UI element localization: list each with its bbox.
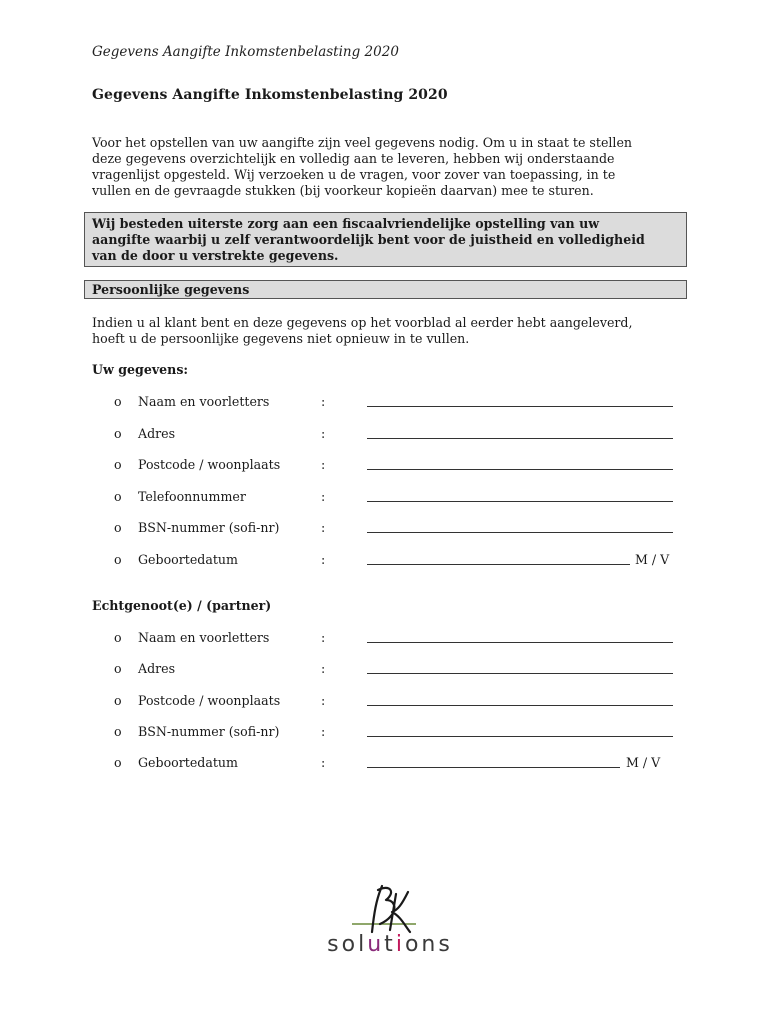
fill-in-line[interactable] xyxy=(367,564,630,565)
intro-line: deze gegevens overzichtelijk en volledig aan te leveren, hebben wij onderstaande xyxy=(92,151,615,166)
bullet: o xyxy=(114,457,122,472)
notice-line: Wij besteden uiterste zorg aan een fiscaalvriendelijke opstelling van uw xyxy=(92,216,600,231)
running-header: Gegevens Aangifte Inkomstenbelasting 2020 xyxy=(92,44,399,60)
partner-row-adres xyxy=(114,660,694,678)
logo-letter: s xyxy=(327,932,342,957)
field-row-geboortedatum xyxy=(114,551,694,569)
field-label: Naam en voorletters xyxy=(138,394,270,409)
field-colon: : xyxy=(321,661,326,676)
logo-letter: o xyxy=(404,932,422,957)
fill-in-line[interactable] xyxy=(367,767,620,768)
intro-line: vullen en de gevraagde stukken (bij voorkeur kopieën daarvan) mee te sturen. xyxy=(92,183,594,198)
bullet: o xyxy=(114,520,122,535)
bullet: o xyxy=(114,394,122,409)
intro-line: Voor het opstellen van uw aangifte zijn veel gegevens nodig. Om u in staat te stellen xyxy=(92,135,633,150)
bullet: o xyxy=(114,426,122,441)
field-label: Telefoonnummer xyxy=(138,489,246,504)
intro-line: vragenlijst opgesteld. Wij verzoeken u de vragen, voor zover van toepassing, in te xyxy=(92,167,616,182)
field-label: BSN-nummer (sofi-nr) xyxy=(138,724,280,739)
field-colon: : xyxy=(321,552,326,567)
field-colon: : xyxy=(321,489,326,504)
bullet: o xyxy=(114,489,122,504)
partner-row-postcode xyxy=(114,692,694,710)
gender-options[interactable]: M / V xyxy=(635,552,670,567)
fill-in-line[interactable] xyxy=(367,705,673,706)
bullet: o xyxy=(114,661,122,676)
field-label: Geboortedatum xyxy=(138,755,238,770)
bullet: o xyxy=(114,630,122,645)
responsibility-notice xyxy=(84,212,687,267)
fill-in-line[interactable] xyxy=(367,469,673,470)
field-label: BSN-nummer (sofi-nr) xyxy=(138,520,280,535)
field-row-adres xyxy=(114,425,694,443)
note-line: Indien u al klant bent en deze gegevens op het voorblad al eerder hebt aangeleverd, xyxy=(92,315,633,330)
fill-in-line[interactable] xyxy=(367,438,673,439)
field-row-postcode xyxy=(114,456,694,474)
field-row-bsn xyxy=(114,519,694,537)
field-colon: : xyxy=(321,426,326,441)
notice-line: van de door u verstrekte gegevens. xyxy=(92,248,339,263)
note-line: hoeft u de persoonlijke gegevens niet opnieuw in te vullen. xyxy=(92,331,470,346)
partner-row-geboortedatum xyxy=(114,754,694,772)
fill-in-line[interactable] xyxy=(367,673,673,674)
section-header-personal: Persoonlijke gegevens xyxy=(84,280,687,299)
logo-letter: l xyxy=(358,932,368,957)
field-colon: : xyxy=(321,630,326,645)
bullet: o xyxy=(114,755,122,770)
logo-letter: t xyxy=(384,932,396,957)
section-note xyxy=(92,315,692,347)
partner-row-naam xyxy=(114,629,694,647)
field-label: Postcode / woonplaats xyxy=(138,693,281,708)
bk-solutions-logo xyxy=(320,880,460,970)
bullet: o xyxy=(114,693,122,708)
field-label: Adres xyxy=(138,426,176,441)
field-colon: : xyxy=(321,394,326,409)
logo-letter: s xyxy=(438,932,453,957)
bullet: o xyxy=(114,724,122,739)
field-row-naam xyxy=(114,393,694,411)
fill-in-line[interactable] xyxy=(367,532,673,533)
field-label: Naam en voorletters xyxy=(138,630,270,645)
logo-letter: i xyxy=(395,932,405,957)
fill-in-line[interactable] xyxy=(367,642,673,643)
gender-options[interactable]: M / V xyxy=(626,755,661,770)
field-colon: : xyxy=(321,693,326,708)
fill-in-line[interactable] xyxy=(367,501,673,502)
intro-paragraph xyxy=(92,135,692,199)
logo-letter: o xyxy=(341,932,359,957)
page-title: Gegevens Aangifte Inkomstenbelasting 2020 xyxy=(92,87,448,103)
field-colon: : xyxy=(321,755,326,770)
field-colon: : xyxy=(321,724,326,739)
logo-letter: n xyxy=(421,932,439,957)
field-label: Geboortedatum xyxy=(138,552,238,567)
fill-in-line[interactable] xyxy=(367,736,673,737)
field-colon: : xyxy=(321,457,326,472)
notice-line: aangifte waarbij u zelf verantwoordelijk bent voor de juistheid en volledigheid xyxy=(92,232,645,247)
partner-row-bsn xyxy=(114,723,694,741)
fill-in-line[interactable] xyxy=(367,406,673,407)
field-label: Postcode / woonplaats xyxy=(138,457,281,472)
logo-wordmark xyxy=(320,932,460,957)
uw-gegevens-heading: Uw gegevens: xyxy=(92,362,189,377)
bullet: o xyxy=(114,552,122,567)
field-row-telefoon xyxy=(114,488,694,506)
logo-letter: u xyxy=(367,932,385,957)
partner-heading: Echtgenoot(e) / (partner) xyxy=(92,598,272,613)
field-colon: : xyxy=(321,520,326,535)
field-label: Adres xyxy=(138,661,176,676)
